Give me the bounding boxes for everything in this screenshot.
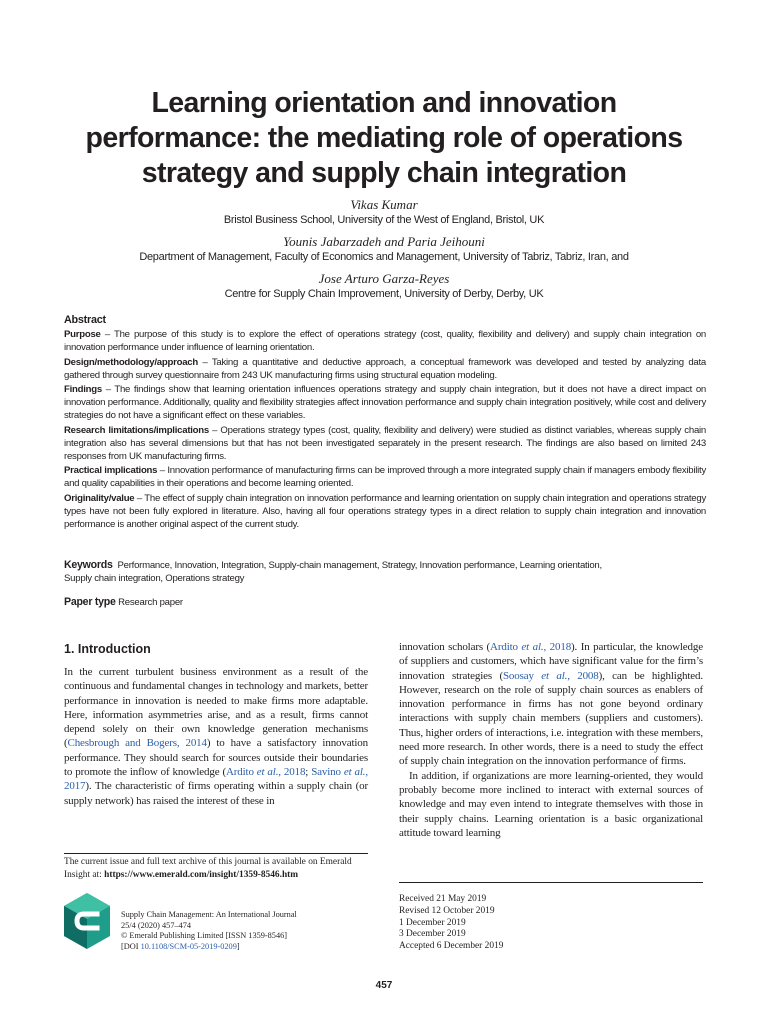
date-received: Received 21 May 2019 <box>399 894 487 904</box>
date-accepted: Accepted 6 December 2019 <box>399 941 504 952</box>
date-revised: 1 December 2019 <box>399 917 466 928</box>
abstract-text: – Taking a quantitative and deductive approach, a conceptual framework was developed and tested by analyzing data gathered through survey questionnaire from 243 UK manufacturing firms using structural equation modeling. <box>64 356 706 381</box>
abstract <box>64 314 706 532</box>
citation-link[interactable]: Savino et al., 2017 <box>64 766 368 793</box>
author-name: Younis Jabarzadeh and Paria Jeihouni <box>283 234 485 249</box>
abstract-label: Research limitations/implications <box>64 424 209 436</box>
keywords <box>64 559 706 585</box>
emerald-logo-icon <box>62 892 112 950</box>
intro-left-column <box>64 665 368 808</box>
body-text: ; <box>305 766 312 779</box>
citation-link[interactable]: Ardito et al., 2018 <box>490 641 572 653</box>
intro-right-column <box>399 640 703 840</box>
citation-link[interactable]: Soosay et al., 2008 <box>502 669 599 682</box>
body-text: ), can be highlighted. However, research on the role of supply chain sources as enablers of innovation performance in firms has not gone beyond ordinary interactions with supply chain members (suppliers and customers). Thus, higher orders of interactions, i.e. integration with these members, need more research. In other words, there is a need to study the effect of supply chain integration on the innovation performance of firms. <box>399 669 703 768</box>
abstract-design <box>64 356 706 382</box>
keywords-line <box>64 559 706 572</box>
abstract-text: – Innovation performance of manufacturing firms can be improved through a more integrated supply chain if managers embody flexibility and quality capabilities in their operations and become learning oriented. <box>64 465 706 490</box>
title-line: Learning orientation and innovation <box>151 87 617 119</box>
keywords-label: Keywords <box>64 559 113 571</box>
abstract-purpose <box>64 328 706 354</box>
abstract-label: Practical implications <box>64 465 158 477</box>
abstract-text: – Operations strategy types (cost, quality, flexibility and delivery) were studied as distinct variables, whereas supply chain integration also has several dimensions but that has not been investigated separately in the present research. The findings are also based on limited 243 responses from UK manufacturing firms. <box>64 424 706 463</box>
abstract-label: Findings <box>64 384 102 396</box>
archive-text: The current issue and full text archive of this journal is available on Emerald Insight at: <box>64 857 352 880</box>
body-text: innovation scholars ( <box>399 641 491 653</box>
keywords-line: Supply chain integration, Operations strategy <box>64 573 245 585</box>
author-affiliation: Centre for Supply Chain Improvement, University of Derby, Derby, UK <box>224 288 544 300</box>
abstract-label: Purpose <box>64 329 101 341</box>
journal-volume: 25/4 (2020) 457–474 <box>121 920 192 930</box>
title-line: performance: the mediating role of operations <box>85 122 683 154</box>
paper-type-value: Research paper <box>118 597 183 608</box>
journal-name: Supply Chain Management: An International Journal <box>121 910 297 919</box>
keywords-text: Performance, Innovation, Integration, Supply-chain management, Strategy, Innovation performance, Learning orientation, <box>117 560 602 571</box>
footnote-rule <box>64 853 368 854</box>
intro-paragraph <box>64 665 368 808</box>
body-text: ). The characteristic of firms operating within a supply chain (or supply network) has raised the interest of these in <box>64 780 368 807</box>
abstract-text: – The purpose of this study is to explore the effect of operations strategy (cost, quality, flexibility and delivery) and supply chain integration on innovation performance under influence of learning orientation. <box>64 329 706 354</box>
body-text: In the current turbulent business environment as a result of the continuous and fundamental changes in technology and markets, better performance in innovation is needed to make firms more adaptable. Here, information asymmetries arise, and as a result, firms cannot depend solely on their own knowledge generation mechanisms ( <box>64 666 368 750</box>
paper-type-label: Paper type <box>64 596 116 608</box>
abstract-originality <box>64 492 706 532</box>
author-affiliation: Department of Management, Faculty of Economics and Management, University of Tabriz, Tabriz, Iran, and <box>139 251 629 263</box>
date-revised: 3 December 2019 <box>399 929 466 940</box>
abstract-label: Design/methodology/approach <box>64 356 198 368</box>
citation-link[interactable]: Ardito et al., 2018 <box>225 766 306 779</box>
abstract-label: Originality/value <box>64 492 135 504</box>
archive-url[interactable]: https://www.emerald.com/insight/1359-8546.htm <box>104 869 299 880</box>
abstract-heading: Abstract <box>64 314 106 326</box>
article-title <box>40 86 728 191</box>
abstract-text: – The effect of supply chain integration on innovation performance and learning orientation on supply chain integration and operations strategy types have not been fully explored in literature. Also, having all four operations strategy types in a direct relation to supply chain integration and innovation performance is another original aspect of the current study. <box>64 492 706 531</box>
archive-note <box>64 856 368 881</box>
date-revised: Revised 12 October 2019 <box>399 905 495 916</box>
paper-type <box>64 596 183 608</box>
abstract-text: – The findings show that learning orientation influences operations strategy and supply chain integration, but it does not have a direct impact on innovation performance. Additionally, quality and flexibility strategies affect innovation performance and supply chain integration positively, while cost and delivery strategies do not have a significant effect on these variables. <box>64 384 706 422</box>
section-heading: 1. Introduction <box>64 642 151 656</box>
dates-rule <box>399 882 703 883</box>
abstract-limitations <box>64 424 706 464</box>
abstract-findings <box>64 383 706 423</box>
title-line: strategy and supply chain integration <box>141 157 627 189</box>
author-block <box>40 197 728 302</box>
journal-info <box>121 910 297 952</box>
page-number: 457 <box>375 980 393 991</box>
intro-paragraph: In addition, if organizations are more learning-oriented, they would probably become more inclined to interact with external sources of knowledge and may even intend to integrate themselves with those in their supply chains. Learning orientation is a basic organizational attitude toward learning <box>399 769 703 839</box>
author-name: Jose Arturo Garza-Reyes <box>318 271 450 286</box>
author-name: Vikas Kumar <box>350 197 418 212</box>
citation-link[interactable]: Chesbrough and Bogers, 2014 <box>67 737 207 750</box>
author-affiliation: Bristol Business School, University of the West of England, Bristol, UK <box>223 214 545 226</box>
journal-doi: [DOI 10.1108/SCM-05-2019-0209] <box>121 941 240 951</box>
body-text: ). In particular, the knowledge of suppliers and customers, which have significant value for the firm’s innovation strategies ( <box>399 641 703 682</box>
abstract-practical <box>64 464 706 490</box>
intro-paragraph <box>399 640 703 769</box>
body-text: ) to have a satisfactory innovation performance. They should search for sources outside their boundaries to promote the inflow of knowledge ( <box>64 737 368 779</box>
journal-issn: © Emerald Publishing Limited [ISSN 1359-8546] <box>121 931 288 941</box>
doi-link[interactable]: 10.1108/SCM-05-2019-0209 <box>140 941 237 951</box>
article-dates <box>399 894 503 953</box>
